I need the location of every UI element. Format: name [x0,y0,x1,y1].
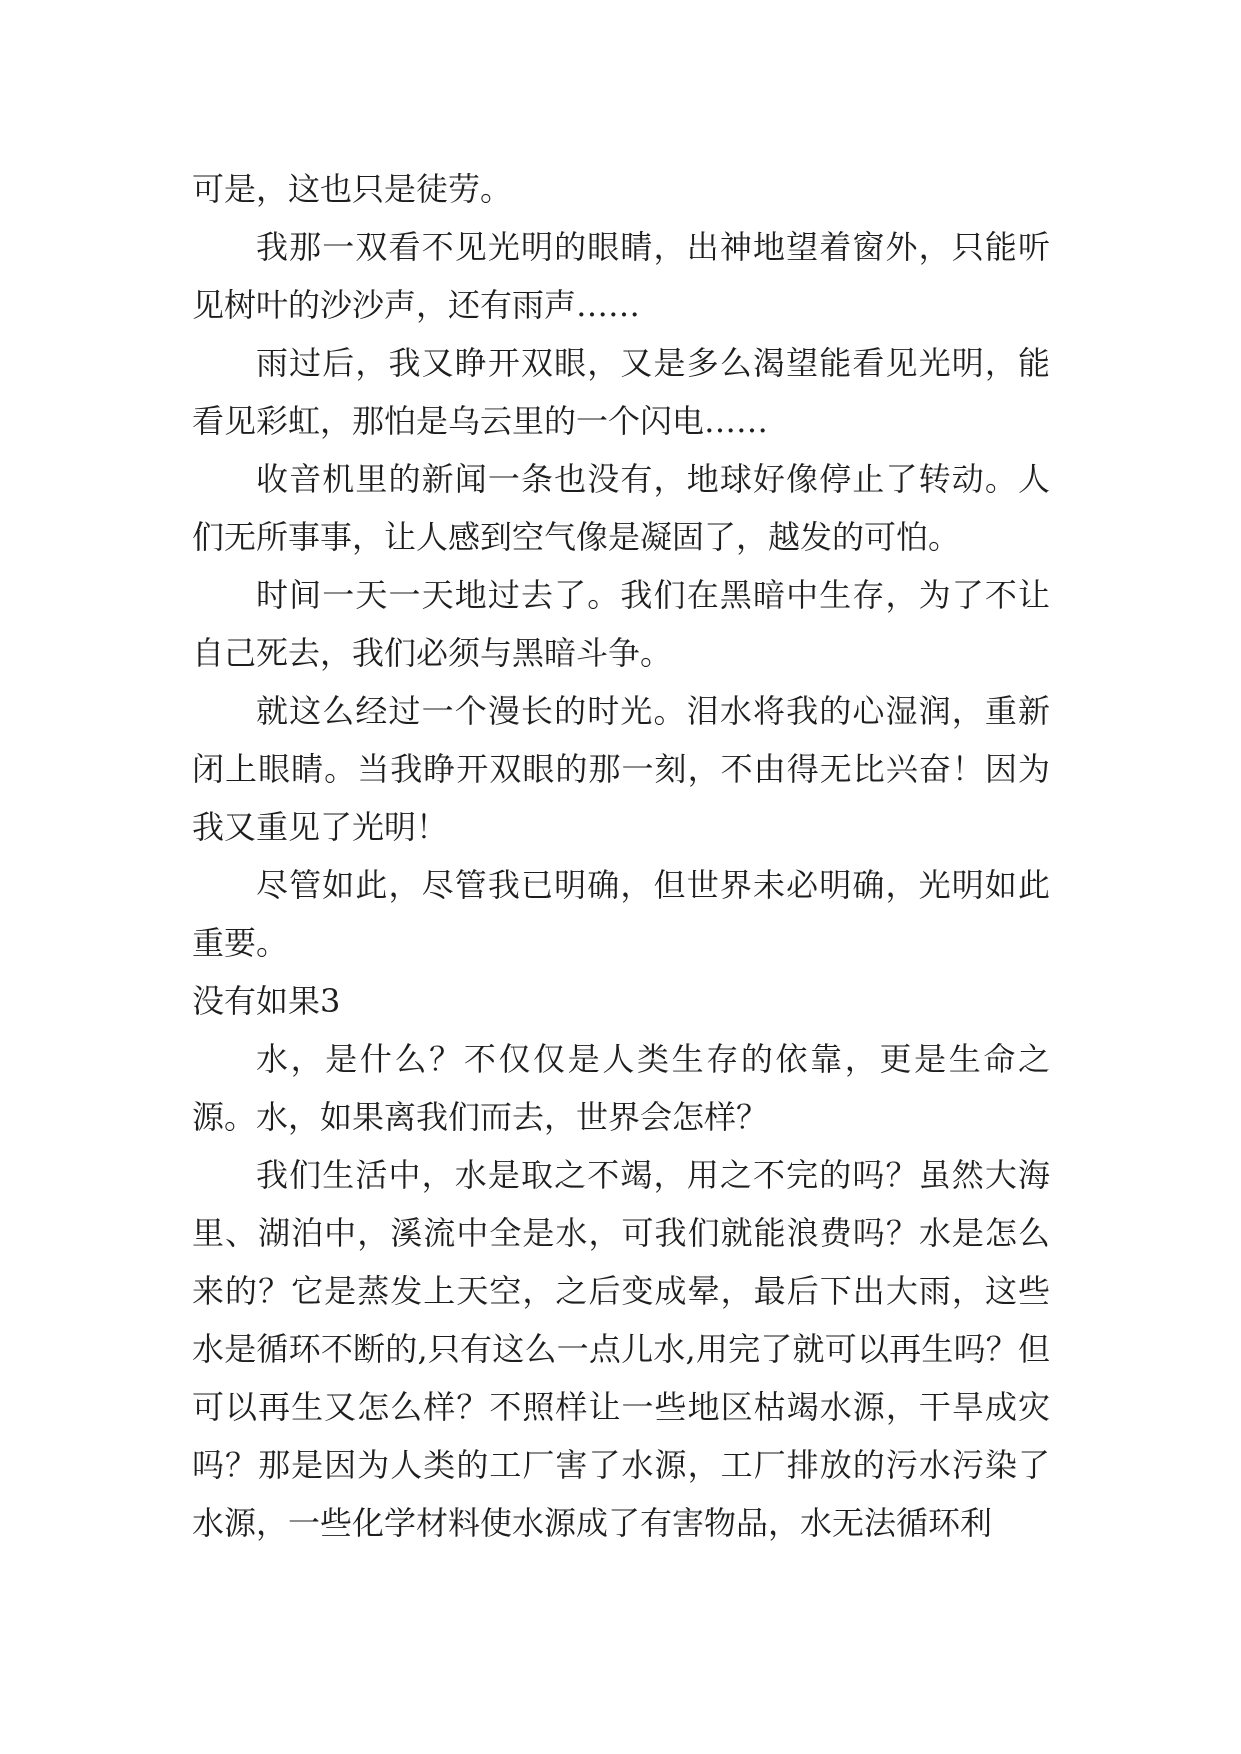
paragraph: 收音机里的新闻一条也没有，地球好像停止了转动。人们无所事事，让人感到空气像是凝固了，越发的可怕。 [192,460,1050,556]
section-title: 没有如果3 [192,982,341,1020]
paragraph: 我们生活中，水是取之不竭，用之不完的吗？虽然大海里、湖泊中，溪流中全是水，可我们就能浪费吗？水是怎么来的？它是蒸发上天空，之后变成晕，最后下出大雨，这些水是循环不断的,只有这么一点儿水,用完了就可以再生吗？但可以再生又怎么样？不照样让一些地区枯竭水源，干旱成灾吗？那是因为人类的工厂害了水源，工厂排放的污水污染了水源，一些化学材料使水源成了有害物品，水无法循环利 [192,1156,1050,1542]
paragraph: 我那一双看不见光明的眼睛，出神地望着窗外，只能听见树叶的沙沙声，还有雨声…… [192,228,1050,324]
paragraph: 就这么经过一个漫长的时光。泪水将我的心湿润，重新闭上眼睛。当我睁开双眼的那一刻，不由得无比兴奋！因为我又重见了光明！ [192,692,1050,846]
paragraph: 水，是什么？不仅仅是人类生存的依靠，更是生命之源。水，如果离我们而去，世界会怎样？ [192,1040,1050,1136]
paragraph: 时间一天一天地过去了。我们在黑暗中生存，为了不让自己死去，我们必须与黑暗斗争。 [192,576,1050,672]
paragraph: 可是，这也只是徒劳。 [192,170,513,208]
paragraph: 尽管如此，尽管我已明确，但世界未必明确，光明如此重要。 [192,866,1050,962]
paragraph: 雨过后，我又睁开双眼，又是多么渴望能看见光明，能看见彩虹，那怕是乌云里的一个闪电…… [192,344,1050,440]
document-body [192,160,1050,1552]
